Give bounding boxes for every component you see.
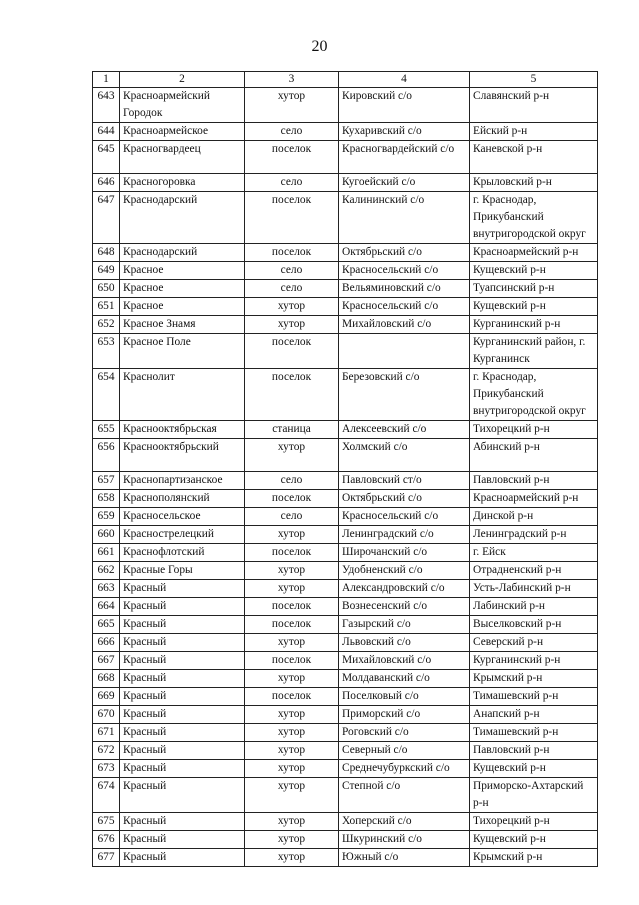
settlement-type: хутор [245, 724, 339, 742]
row-number: 672 [93, 742, 120, 760]
district-name: Курганинский р-н [470, 652, 598, 670]
table-header [93, 72, 598, 88]
settlement-type: хутор [245, 813, 339, 831]
header-cell: 4 [339, 72, 470, 88]
table-row [93, 724, 598, 742]
row-number: 649 [93, 262, 120, 280]
settlement-type: село [245, 262, 339, 280]
council-name: Октябрьский с/о [339, 244, 470, 262]
row-number: 677 [93, 849, 120, 867]
council-name: Вознесенский с/о [339, 598, 470, 616]
table-row [93, 141, 598, 174]
council-name: Красносельский с/о [339, 298, 470, 316]
table-row [93, 652, 598, 670]
settlement-name: Красное [120, 262, 245, 280]
settlement-name: Красный [120, 724, 245, 742]
row-number: 647 [93, 192, 120, 244]
district-name: г. Краснодар, Прикубанский внутригородской округ [470, 369, 598, 421]
settlement-name: Красный [120, 652, 245, 670]
settlement-type: поселок [245, 652, 339, 670]
settlement-name: Красный [120, 580, 245, 598]
row-number: 674 [93, 778, 120, 813]
row-number: 648 [93, 244, 120, 262]
table-row [93, 831, 598, 849]
page-number: 20 [311, 38, 328, 55]
district-name: Отрадненский р-н [470, 562, 598, 580]
settlement-name: Красный [120, 760, 245, 778]
district-name: Динской р-н [470, 508, 598, 526]
council-name: Александровский с/о [339, 580, 470, 598]
header-row [93, 72, 598, 88]
council-name: Газырский с/о [339, 616, 470, 634]
settlement-name: Красный [120, 813, 245, 831]
settlement-name: Красное Знамя [120, 316, 245, 334]
header-cell: 2 [120, 72, 245, 88]
settlement-type: поселок [245, 688, 339, 706]
row-number: 643 [93, 88, 120, 123]
settlement-type: поселок [245, 544, 339, 562]
row-number: 646 [93, 174, 120, 192]
table-row [93, 280, 598, 298]
settlement-name: Красный [120, 778, 245, 813]
settlement-name: Краснооктябрьский [120, 439, 245, 472]
settlement-type: хутор [245, 706, 339, 724]
council-name: Шкуринский с/о [339, 831, 470, 849]
district-name: Кущевский р-н [470, 262, 598, 280]
table-row [93, 562, 598, 580]
council-name: Березовский с/о [339, 369, 470, 421]
settlement-type: хутор [245, 742, 339, 760]
district-name: Тимашевский р-н [470, 688, 598, 706]
district-name: Павловский р-н [470, 742, 598, 760]
table-row [93, 244, 598, 262]
district-name: Выселковский р-н [470, 616, 598, 634]
row-number: 660 [93, 526, 120, 544]
table-row [93, 688, 598, 706]
row-number: 662 [93, 562, 120, 580]
settlement-type: поселок [245, 490, 339, 508]
settlement-name: Красный [120, 634, 245, 652]
table-row [93, 778, 598, 813]
council-name: Степной с/о [339, 778, 470, 813]
council-name: Львовский с/о [339, 634, 470, 652]
settlement-type: поселок [245, 334, 339, 369]
council-name: Широчанский с/о [339, 544, 470, 562]
table-row [93, 421, 598, 439]
table-row [93, 849, 598, 867]
settlement-type: поселок [245, 616, 339, 634]
settlement-type: хутор [245, 634, 339, 652]
row-number: 670 [93, 706, 120, 724]
settlement-name: Красный [120, 706, 245, 724]
council-name: Михайловский с/о [339, 316, 470, 334]
district-name: Крымский р-н [470, 849, 598, 867]
table-body [93, 88, 598, 867]
district-name: Кущевский р-н [470, 298, 598, 316]
table-row [93, 88, 598, 123]
row-number: 657 [93, 472, 120, 490]
table-row [93, 760, 598, 778]
settlement-name: Краснооктябрьская [120, 421, 245, 439]
council-name: Северный с/о [339, 742, 470, 760]
council-name: Красногвардейский с/о [339, 141, 470, 174]
settlement-type: хутор [245, 831, 339, 849]
settlement-name: Красносельское [120, 508, 245, 526]
council-name: Кухаривский с/о [339, 123, 470, 141]
district-name: Лабинский р-н [470, 598, 598, 616]
district-name: Тихорецкий р-н [470, 813, 598, 831]
row-number: 664 [93, 598, 120, 616]
district-name: Кущевский р-н [470, 760, 598, 778]
settlement-type: поселок [245, 244, 339, 262]
row-number: 650 [93, 280, 120, 298]
table-row [93, 490, 598, 508]
district-name: Ленинградский р-н [470, 526, 598, 544]
row-number: 661 [93, 544, 120, 562]
council-name: Хоперский с/о [339, 813, 470, 831]
settlement-name: Красный [120, 849, 245, 867]
row-number: 656 [93, 439, 120, 472]
table-row [93, 706, 598, 724]
settlement-name: Красный [120, 616, 245, 634]
table-row [93, 472, 598, 490]
settlement-name: Краснополянский [120, 490, 245, 508]
row-number: 663 [93, 580, 120, 598]
settlement-type: хутор [245, 526, 339, 544]
row-number: 667 [93, 652, 120, 670]
settlement-type: хутор [245, 439, 339, 472]
settlement-name: Красное [120, 280, 245, 298]
settlement-type: поселок [245, 192, 339, 244]
settlement-type: хутор [245, 849, 339, 867]
council-name: Кировский с/о [339, 88, 470, 123]
settlement-type: село [245, 280, 339, 298]
council-name: Поселковый с/о [339, 688, 470, 706]
table-row [93, 742, 598, 760]
district-name: Усть-Лабинский р-н [470, 580, 598, 598]
council-name: Кугоейский с/о [339, 174, 470, 192]
district-name: Анапский р-н [470, 706, 598, 724]
district-name: Павловский р-н [470, 472, 598, 490]
council-name [339, 334, 470, 369]
table-row [93, 634, 598, 652]
district-name: Каневской р-н [470, 141, 598, 174]
row-number: 671 [93, 724, 120, 742]
table-row [93, 508, 598, 526]
settlement-name: Красногоровка [120, 174, 245, 192]
settlement-name: Красный [120, 742, 245, 760]
council-name: Ленинградский с/о [339, 526, 470, 544]
settlement-name: Краснодарский [120, 244, 245, 262]
settlement-type: село [245, 123, 339, 141]
row-number: 675 [93, 813, 120, 831]
council-name: Молдаванский с/о [339, 670, 470, 688]
council-name: Красносельский с/о [339, 508, 470, 526]
table-row [93, 298, 598, 316]
row-number: 668 [93, 670, 120, 688]
council-name: Павловский ст/о [339, 472, 470, 490]
settlement-name: Красный [120, 831, 245, 849]
settlement-name: Красный [120, 688, 245, 706]
table-row [93, 123, 598, 141]
settlement-name: Краснопартизанское [120, 472, 245, 490]
settlement-name: Красное Поле [120, 334, 245, 369]
row-number: 652 [93, 316, 120, 334]
settlement-name: Краснофлотский [120, 544, 245, 562]
table-row [93, 439, 598, 472]
row-number: 673 [93, 760, 120, 778]
settlement-type: станица [245, 421, 339, 439]
table-row [93, 526, 598, 544]
district-name: Тихорецкий р-н [470, 421, 598, 439]
council-name: Холмский с/о [339, 439, 470, 472]
settlement-name: Красный [120, 598, 245, 616]
council-name: Роговский с/о [339, 724, 470, 742]
settlement-type: поселок [245, 598, 339, 616]
district-name: г. Ейск [470, 544, 598, 562]
district-name: Курганинский р-н [470, 316, 598, 334]
district-name: Крымский р-н [470, 670, 598, 688]
council-name: Южный с/о [339, 849, 470, 867]
settlement-name: Краснострелецкий [120, 526, 245, 544]
council-name: Вельяминовский с/о [339, 280, 470, 298]
district-name: Северский р-н [470, 634, 598, 652]
council-name: Среднечубуркский с/о [339, 760, 470, 778]
district-name: Курганинский район, г. Курганинск [470, 334, 598, 369]
table-row [93, 192, 598, 244]
district-name: Кущевский р-н [470, 831, 598, 849]
settlement-name: Красные Горы [120, 562, 245, 580]
header-cell: 3 [245, 72, 339, 88]
settlement-name: Красноармейское [120, 123, 245, 141]
row-number: 665 [93, 616, 120, 634]
row-number: 654 [93, 369, 120, 421]
settlement-name: Красногвардеец [120, 141, 245, 174]
row-number: 655 [93, 421, 120, 439]
district-name: Крыловский р-н [470, 174, 598, 192]
council-name: Михайловский с/о [339, 652, 470, 670]
district-name: Тимашевский р-н [470, 724, 598, 742]
table-row [93, 670, 598, 688]
council-name: Калининский с/о [339, 192, 470, 244]
settlement-type: село [245, 508, 339, 526]
row-number: 645 [93, 141, 120, 174]
table-row [93, 598, 598, 616]
district-name: Туапсинский р-н [470, 280, 598, 298]
settlement-type: хутор [245, 298, 339, 316]
settlement-name: Краснодарский [120, 192, 245, 244]
table-row [93, 580, 598, 598]
council-name: Алексеевский с/о [339, 421, 470, 439]
row-number: 651 [93, 298, 120, 316]
settlement-name: Красное [120, 298, 245, 316]
settlement-type: поселок [245, 369, 339, 421]
settlement-name: Красноармейский Городок [120, 88, 245, 123]
settlement-type: село [245, 174, 339, 192]
table-row [93, 813, 598, 831]
district-name: Красноармейский р-н [470, 244, 598, 262]
district-name: Ейский р-н [470, 123, 598, 141]
settlement-type: поселок [245, 141, 339, 174]
header-cell: 1 [93, 72, 120, 88]
district-name: Абинский р-н [470, 439, 598, 472]
settlement-type: хутор [245, 760, 339, 778]
district-name: Славянский р-н [470, 88, 598, 123]
row-number: 669 [93, 688, 120, 706]
settlement-type: хутор [245, 562, 339, 580]
header-cell: 5 [470, 72, 598, 88]
council-name: Красносельский с/о [339, 262, 470, 280]
table-row [93, 334, 598, 369]
row-number: 666 [93, 634, 120, 652]
district-name: г. Краснодар, Прикубанский внутригородской округ [470, 192, 598, 244]
council-name: Октябрьский с/о [339, 490, 470, 508]
settlement-type: хутор [245, 778, 339, 813]
row-number: 658 [93, 490, 120, 508]
table-row [93, 174, 598, 192]
row-number: 653 [93, 334, 120, 369]
council-name: Удобненский с/о [339, 562, 470, 580]
settlement-type: село [245, 472, 339, 490]
settlement-name: Красный [120, 670, 245, 688]
row-number: 659 [93, 508, 120, 526]
council-name: Приморский с/о [339, 706, 470, 724]
settlement-type: хутор [245, 580, 339, 598]
table-row [93, 369, 598, 421]
table-row [93, 544, 598, 562]
settlement-name: Краснолит [120, 369, 245, 421]
settlement-type: хутор [245, 670, 339, 688]
settlement-type: хутор [245, 88, 339, 123]
settlements-table [92, 71, 598, 867]
table-row [93, 316, 598, 334]
district-name: Красноармейский р-н [470, 490, 598, 508]
row-number: 644 [93, 123, 120, 141]
table-row [93, 262, 598, 280]
table-row [93, 616, 598, 634]
row-number: 676 [93, 831, 120, 849]
settlement-type: хутор [245, 316, 339, 334]
district-name: Приморско-Ахтарский р-н [470, 778, 598, 813]
